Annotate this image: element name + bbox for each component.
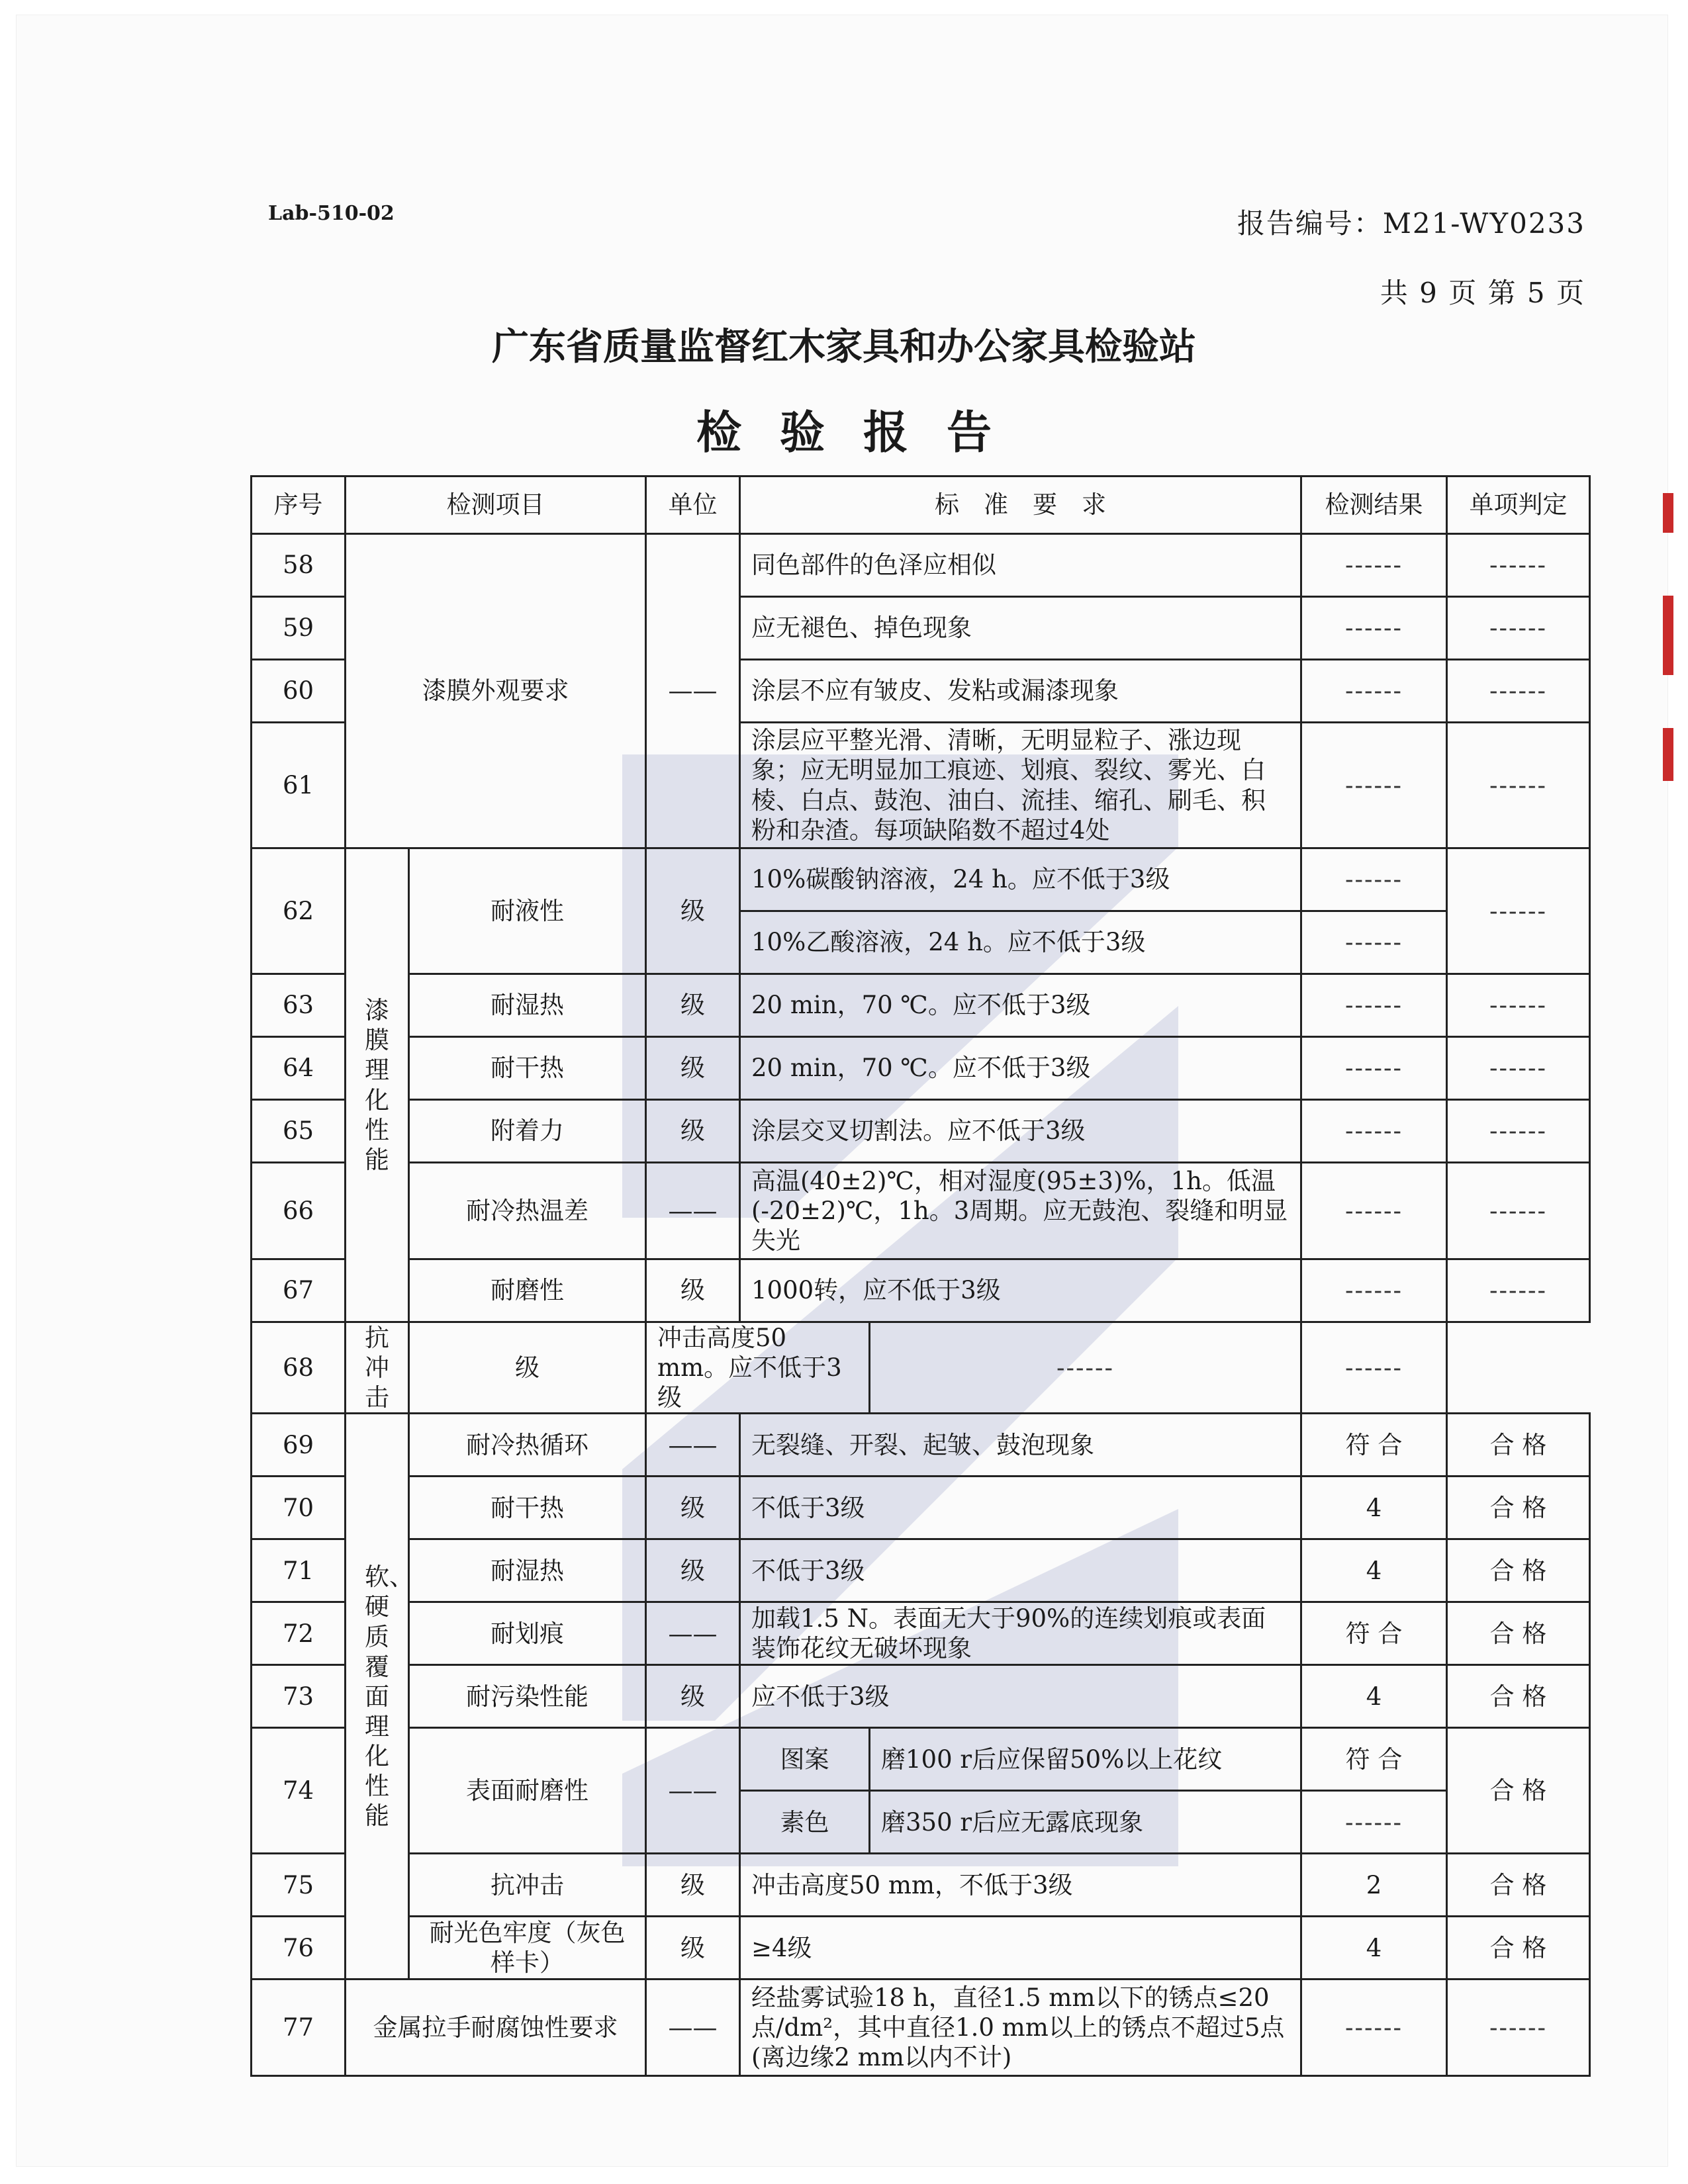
table-row bbox=[252, 1163, 1590, 1259]
form-code: Lab-510-02 bbox=[268, 202, 395, 225]
standard-cell: 应无褪色、掉色现象 bbox=[740, 597, 1301, 660]
result-cell: 4 bbox=[1301, 1539, 1447, 1602]
standard-cell: 不低于3级 bbox=[740, 1477, 1301, 1539]
item-cell: 耐光色牢度（灰色样卡） bbox=[409, 1917, 646, 1979]
item-cell: 耐划痕 bbox=[409, 1602, 646, 1665]
table-row bbox=[252, 1854, 1590, 1917]
unit-cell: 级 bbox=[646, 1037, 740, 1100]
standard-cell: 不低于3级 bbox=[740, 1539, 1301, 1602]
row-number: 77 bbox=[252, 1979, 346, 2076]
judgement-cell: ------ bbox=[1447, 534, 1590, 597]
result-cell: 符 合 bbox=[1301, 1602, 1447, 1665]
header-judgement: 单项判定 bbox=[1447, 477, 1590, 534]
result-cell: ------ bbox=[1301, 660, 1447, 723]
judgement-cell: ------ bbox=[1447, 1979, 1590, 2076]
item-cell: 金属拉手耐腐蚀性要求 bbox=[346, 1979, 646, 2076]
row-number: 76 bbox=[252, 1917, 346, 1979]
standard-cell: 加载1.5 N。表面无大于90%的连续划痕或表面装饰花纹无破坏现象 bbox=[740, 1602, 1301, 1665]
item-cell: 耐干热 bbox=[409, 1037, 646, 1100]
group-coating-physical bbox=[346, 848, 409, 1322]
row-number: 62 bbox=[252, 848, 346, 974]
result-cell: ------ bbox=[1301, 597, 1447, 660]
table-row bbox=[252, 1477, 1590, 1539]
row-number: 71 bbox=[252, 1539, 346, 1602]
stamp-edge-mark bbox=[1663, 596, 1673, 675]
item-cell: 耐湿热 bbox=[409, 1539, 646, 1602]
unit-cell: —— bbox=[646, 1728, 740, 1854]
standard-cell: 涂层交叉切割法。应不低于3级 bbox=[740, 1100, 1301, 1163]
table-row bbox=[252, 534, 1590, 597]
report-number: 报告编号：M21-WY0233 bbox=[1237, 207, 1585, 240]
result-cell: ------ bbox=[1301, 911, 1447, 974]
group-soft-hard bbox=[346, 1414, 414, 1979]
item-cell: 附着力 bbox=[409, 1100, 646, 1163]
result-cell: 4 bbox=[1301, 1917, 1447, 1979]
judgement-cell: ------ bbox=[1447, 1037, 1590, 1100]
result-cell: 符 合 bbox=[1301, 1728, 1447, 1791]
judgement-cell: ------ bbox=[1447, 723, 1590, 848]
unit-cell: 级 bbox=[646, 848, 740, 974]
unit-cell: 级 bbox=[646, 974, 740, 1037]
unit-cell: 级 bbox=[409, 1322, 646, 1414]
unit-cell: 级 bbox=[646, 1917, 740, 1979]
result-cell: ------ bbox=[1301, 974, 1447, 1037]
row-number: 67 bbox=[252, 1259, 346, 1322]
table-row bbox=[252, 1917, 1590, 1979]
standard-cell: 涂层不应有皱皮、发粘或漏漆现象 bbox=[740, 660, 1301, 723]
unit-cell: 级 bbox=[646, 1854, 740, 1917]
item-cell: 抗冲击 bbox=[409, 1854, 646, 1917]
group-coating-physical-label: 漆膜理化性能 bbox=[365, 996, 389, 1174]
row-number: 74 bbox=[252, 1728, 346, 1854]
judgement-cell: ------ bbox=[1447, 597, 1590, 660]
header-standard: 标 准 要 求 bbox=[740, 477, 1301, 534]
inspection-table bbox=[250, 475, 1591, 2077]
standard-cell: 应不低于3级 bbox=[740, 1665, 1301, 1728]
row-number: 63 bbox=[252, 974, 346, 1037]
result-cell: ------ bbox=[1301, 534, 1447, 597]
item-cell: 抗冲击 bbox=[346, 1322, 409, 1414]
standard-cell: 磨350 r后应无露底现象 bbox=[870, 1791, 1301, 1854]
row-number: 68 bbox=[252, 1322, 346, 1414]
unit-cell: —— bbox=[646, 534, 740, 848]
result-cell: ------ bbox=[1301, 1979, 1447, 2076]
stamp-edge-mark bbox=[1663, 493, 1673, 533]
judgement-cell: 合 格 bbox=[1447, 1477, 1590, 1539]
row-number: 73 bbox=[252, 1665, 346, 1728]
header-item: 检测项目 bbox=[346, 477, 646, 534]
result-cell: 4 bbox=[1301, 1665, 1447, 1728]
unit-cell: —— bbox=[646, 1414, 740, 1477]
organization-title: 广东省质量监督红木家具和办公家具检验站 bbox=[492, 326, 1196, 369]
table-row bbox=[252, 848, 1590, 911]
row-number: 69 bbox=[252, 1414, 346, 1477]
row-number: 58 bbox=[252, 534, 346, 597]
unit-cell: —— bbox=[646, 1979, 740, 2076]
standard-cell: 无裂缝、开裂、起皱、鼓泡现象 bbox=[740, 1414, 1301, 1477]
document-title: 检验报告 bbox=[696, 407, 1030, 459]
result-cell: 2 bbox=[1301, 1854, 1447, 1917]
item-cell: 耐污染性能 bbox=[409, 1665, 646, 1728]
table-row bbox=[252, 1665, 1590, 1728]
standard-cell: 经盐雾试验18 h，直径1.5 mm以下的锈点≤20点/dm²，其中直径1.0 mm以上的锈点不超过5点(离边缘2 mm以内不计) bbox=[740, 1979, 1301, 2076]
unit-cell: 级 bbox=[646, 1539, 740, 1602]
item-cell: 耐液性 bbox=[409, 848, 646, 974]
item-cell: 耐湿热 bbox=[409, 974, 646, 1037]
table-row bbox=[252, 1037, 1590, 1100]
row-number: 64 bbox=[252, 1037, 346, 1100]
judgement-cell: 合 格 bbox=[1447, 1414, 1590, 1477]
judgement-cell: 合 格 bbox=[1447, 1728, 1590, 1854]
judgement-cell: 合 格 bbox=[1447, 1665, 1590, 1728]
standard-cell: 20 min，70 ℃。应不低于3级 bbox=[740, 1037, 1301, 1100]
row-number: 75 bbox=[252, 1854, 346, 1917]
row-number: 59 bbox=[252, 597, 346, 660]
row-number: 70 bbox=[252, 1477, 346, 1539]
row-number: 60 bbox=[252, 660, 346, 723]
sub-item-cell: 图案 bbox=[740, 1728, 870, 1791]
standard-cell: ≥4级 bbox=[740, 1917, 1301, 1979]
standard-cell: 1000转，应不低于3级 bbox=[740, 1259, 1301, 1322]
standard-cell: 20 min，70 ℃。应不低于3级 bbox=[740, 974, 1301, 1037]
standard-cell: 冲击高度50 mm，不低于3级 bbox=[740, 1854, 1301, 1917]
header-seq: 序号 bbox=[252, 477, 346, 534]
table-row bbox=[252, 974, 1590, 1037]
unit-cell: —— bbox=[646, 1163, 740, 1259]
table-row bbox=[252, 1728, 1590, 1791]
standard-cell: 冲击高度50 mm。应不低于3级 bbox=[646, 1322, 870, 1414]
row-number: 65 bbox=[252, 1100, 346, 1163]
item-cell: 耐磨性 bbox=[409, 1259, 646, 1322]
result-cell: ------ bbox=[1301, 848, 1447, 911]
judgement-cell: 合 格 bbox=[1447, 1539, 1590, 1602]
standard-cell: 10%碳酸钠溶液，24 h。应不低于3级 bbox=[740, 848, 1301, 911]
group-coating-appearance: 漆膜外观要求 bbox=[346, 534, 646, 848]
stamp-edge-mark bbox=[1663, 728, 1673, 781]
item-cell: 耐冷热循环 bbox=[409, 1414, 646, 1477]
unit-cell: 级 bbox=[646, 1259, 740, 1322]
judgement-cell: 合 格 bbox=[1447, 1917, 1590, 1979]
result-cell: ------ bbox=[1301, 1259, 1447, 1322]
unit-cell: 级 bbox=[646, 1100, 740, 1163]
standard-cell: 磨100 r后应保留50%以上花纹 bbox=[870, 1728, 1301, 1791]
judgement-cell: ------ bbox=[1301, 1322, 1447, 1414]
table-row bbox=[252, 1322, 1590, 1414]
result-cell: 4 bbox=[1301, 1477, 1447, 1539]
unit-cell: 级 bbox=[646, 1665, 740, 1728]
judgement-cell: ------ bbox=[1447, 974, 1590, 1037]
header-unit: 单位 bbox=[646, 477, 740, 534]
result-cell: ------ bbox=[1301, 723, 1447, 848]
result-cell: 符 合 bbox=[1301, 1414, 1447, 1477]
page-info: 共 9 页 第 5 页 bbox=[1380, 277, 1585, 309]
sub-item-cell: 素色 bbox=[740, 1791, 870, 1854]
judgement-cell: ------ bbox=[1447, 1259, 1590, 1322]
result-cell: ------ bbox=[1301, 1037, 1447, 1100]
item-cell: 表面耐磨性 bbox=[409, 1728, 646, 1854]
result-cell: ------ bbox=[1301, 1100, 1447, 1163]
judgement-cell: ------ bbox=[1447, 1163, 1590, 1259]
table-header-row bbox=[252, 477, 1590, 534]
unit-cell: 级 bbox=[646, 1477, 740, 1539]
standard-cell: 10%乙酸溶液，24 h。应不低于3级 bbox=[740, 911, 1301, 974]
item-cell: 耐冷热温差 bbox=[409, 1163, 646, 1259]
group-soft-hard-label: 软、硬质覆面理化性能 bbox=[365, 1563, 414, 1831]
judgement-cell: ------ bbox=[1447, 1100, 1590, 1163]
table-row bbox=[252, 1602, 1590, 1665]
table-row bbox=[252, 1100, 1590, 1163]
unit-cell: —— bbox=[646, 1602, 740, 1665]
standard-cell: 涂层应平整光滑、清晰，无明显粒子、涨边现象；应无明显加工痕迹、划痕、裂纹、雾光、白棱、白点、鼓泡、油白、流挂、缩孔、刷毛、积粉和杂渣。每项缺陷数不超过4处 bbox=[740, 723, 1301, 848]
result-cell: ------ bbox=[1301, 1791, 1447, 1854]
standard-cell: 高温(40±2)℃，相对湿度(95±3)%，1h。低温(-20±2)℃，1h。3周期。应无鼓泡、裂缝和明显失光 bbox=[740, 1163, 1301, 1259]
judgement-cell: ------ bbox=[1447, 848, 1590, 974]
standard-cell: 同色部件的色泽应相似 bbox=[740, 534, 1301, 597]
header-result: 检测结果 bbox=[1301, 477, 1447, 534]
judgement-cell: 合 格 bbox=[1447, 1854, 1590, 1917]
judgement-cell: ------ bbox=[1447, 660, 1590, 723]
table-row bbox=[252, 1539, 1590, 1602]
result-cell: ------ bbox=[1301, 1163, 1447, 1259]
table-row bbox=[252, 1259, 1590, 1322]
table-row bbox=[252, 1414, 1590, 1477]
result-cell: ------ bbox=[870, 1322, 1301, 1414]
item-cell: 耐干热 bbox=[409, 1477, 646, 1539]
table-row bbox=[252, 1979, 1590, 2076]
judgement-cell: 合 格 bbox=[1447, 1602, 1590, 1665]
row-number: 61 bbox=[252, 723, 346, 848]
row-number: 72 bbox=[252, 1602, 346, 1665]
row-number: 66 bbox=[252, 1163, 346, 1259]
